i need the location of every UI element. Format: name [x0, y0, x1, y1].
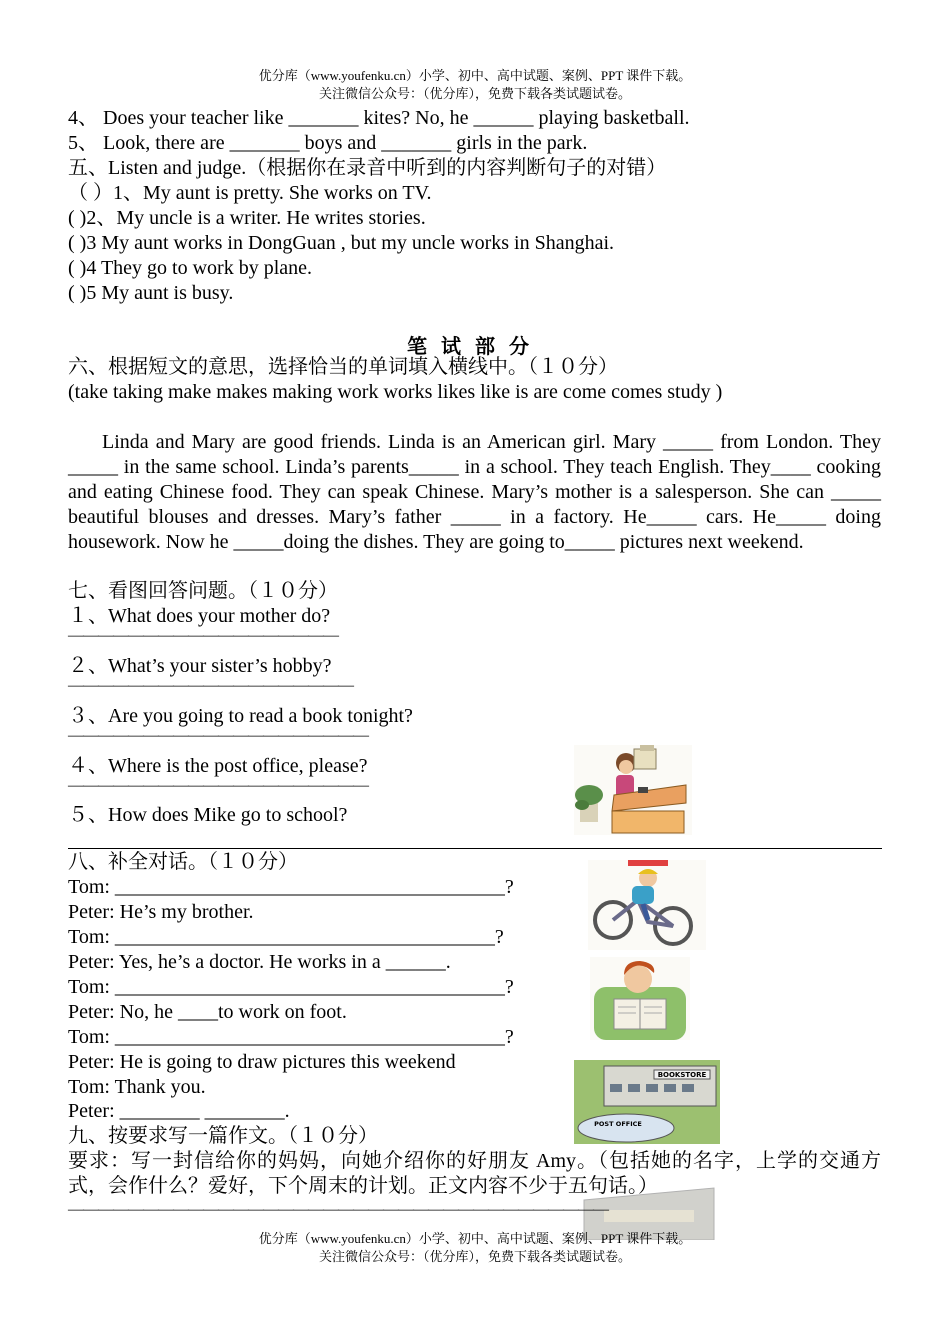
dialogue-line: Tom: _______________________________________? [68, 1026, 514, 1048]
page-header-line1: 优分库（www.youfenku.cn）小学、初中、高中试题、案例、PPT 课件下载。 [258, 68, 692, 83]
written-part-title: 笔试部分 [407, 336, 543, 358]
listening-question-5: 5、 Look, there are _______ boys and _______ girls in the park. [68, 132, 588, 154]
dialogue-line: Peter: Yes, he’s a doctor. He works in a ______. [68, 951, 451, 973]
composition-answer-line: ———————————————————————————————————— [68, 1201, 608, 1218]
answer-line: ———————————————————— [68, 727, 368, 744]
woman-at-desk-image [574, 745, 692, 835]
picture-question-1: １、What does your mother do? [68, 605, 331, 627]
section5-title: 五、Listen and judge.（根据你在录音中听到的内容判断句子的对错） [68, 157, 667, 179]
section9-title: 九、按要求写一篇作文。（１０分） [68, 1125, 378, 1147]
answer-line: —————————————————— [68, 627, 338, 644]
judge-item: ( )5 My aunt is busy. [68, 282, 234, 304]
cloze-passage: Linda and Mary are good friends. Linda is an American girl. Mary _____ from London. They _____ in the same school. Linda’s parents_____ in a school. They teach English. They____ cooking and eating Chinese food. They can speak Chinese. Mary’s mother is a salesperson. She can _____ beautiful blouses and dresses. Mary’s father _____ in a factory. He_____ cars. He_____ doing housework. Now he _____doing the dishes. They are going to_____ pictures next weekend. [68, 431, 881, 553]
dialogue-line: Peter: No, he ____to work on foot. [68, 1001, 347, 1023]
picture-question-3: ３、Are you going to read a book tonight? [68, 705, 413, 727]
section7-title: 七、看图回答问题。（１０分） [68, 580, 338, 602]
judge-item: （ ）1、My aunt is pretty. She works on TV. [68, 182, 432, 204]
section6-title: 六、根据短文的意思，选择恰当的单词填入横线中。（１０分） [68, 356, 618, 378]
man-reading-newspaper-image [590, 957, 690, 1040]
judge-item: ( )4 They go to work by plane. [68, 257, 313, 279]
judge-item: ( )3 My aunt works in DongGuan , but my uncle works in Shanghai. [68, 232, 615, 254]
picture-question-2: ２、What’s your sister’s hobby? [68, 655, 332, 677]
dialogue-line: Tom: _______________________________________? [68, 976, 514, 998]
dialogue-line: Peter: He’s my brother. [68, 901, 254, 923]
answer-line: ———————————————————— [68, 777, 368, 794]
dialogue-line: Tom: _______________________________________? [68, 876, 514, 898]
page-footer-line1: 优分库（www.youfenku.cn）小学、初中、高中试题、案例、PPT 课件下载。 [258, 1231, 692, 1246]
page-header-line2: 关注微信公众号：（优分库），免费下载各类试题试卷。 [318, 86, 631, 101]
dialogue-line: Peter: ________ ________. [68, 1100, 290, 1122]
dialogue-line: Peter: He is going to draw pictures this weekend [68, 1051, 456, 1073]
dialogue-line: Tom: ______________________________________? [68, 926, 504, 948]
answer-line: ——————————————————— [68, 677, 353, 694]
judge-item: ( )2、My uncle is a writer. He writes stories. [68, 207, 426, 229]
composition-requirement: 要求：写一封信给你的妈妈，向她介绍你的好朋友 Amy。（包括她的名字，上学的交通方式，会作什么？爱好，下个周末的计划。正文内容不少于五句话。） [68, 1150, 881, 1197]
page-footer-line2: 关注微信公众号：（优分库），免费下载各类试题试卷。 [318, 1249, 631, 1264]
boy-on-bicycle-image [588, 860, 706, 950]
picture-question-4: ４、Where is the post office, please? [68, 755, 368, 777]
post-office-label: POST OFFICE [594, 1120, 642, 1128]
word-bank: (take taking make makes making work works likes like is are come comes study ) [68, 381, 723, 403]
answer-rule [68, 848, 882, 849]
dialogue-line: Tom: Thank you. [68, 1076, 206, 1098]
bookstore-label: BOOKSTORE [657, 1071, 707, 1079]
section8-title: 八、补全对话。（１０分） [68, 851, 298, 873]
listening-question-4: 4、 Does your teacher like _______ kites? No, he ______ playing basketball. [68, 107, 690, 129]
picture-question-5: ５、How does Mike go to school? [68, 804, 348, 826]
